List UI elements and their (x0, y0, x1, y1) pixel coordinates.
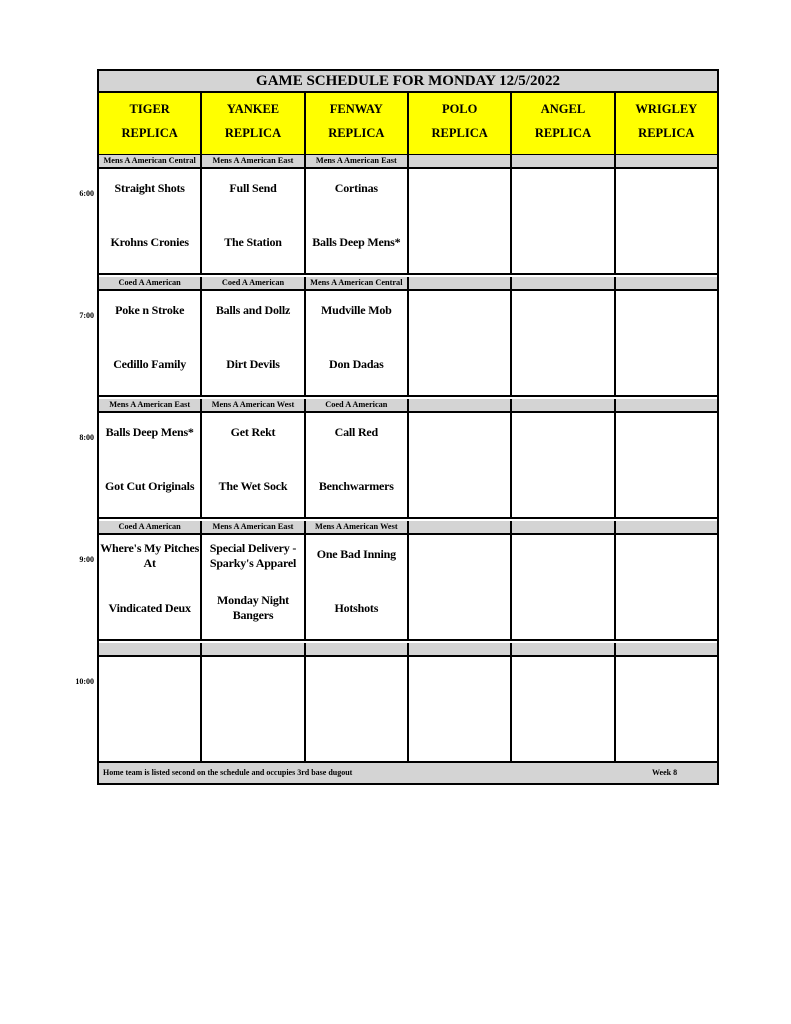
division-label-angel (512, 399, 615, 411)
away-team: Poke n Stroke (115, 303, 185, 317)
away-team: Full Send (229, 181, 277, 195)
game-cell-yankee (202, 291, 305, 395)
division-label-polo (409, 155, 512, 167)
away-team: Balls and Dollz (215, 303, 291, 317)
field-name: TIGER (129, 102, 170, 116)
division-label-wrigley (616, 643, 717, 655)
division-row (99, 643, 717, 657)
time-slot-row (99, 535, 717, 641)
away-team: Where's My Pitches At (100, 541, 200, 570)
division-label-yankee: Mens A American East (202, 521, 305, 533)
division-label-tiger (99, 643, 202, 655)
game-cell-yankee (202, 169, 305, 273)
field-header-tiger (99, 93, 202, 154)
division-row (99, 399, 717, 413)
game-cell-angel (512, 657, 615, 761)
game-cell-fenway (306, 291, 409, 395)
away-team: Special Delivery - Sparky's Apparel (209, 541, 297, 570)
game-cell-tiger (99, 413, 202, 517)
division-label-yankee: Mens A American East (202, 155, 305, 167)
time-slot-row (99, 169, 717, 275)
away-team: Straight Shots (114, 181, 185, 195)
game-cell-tiger (99, 657, 202, 761)
field-header-wrigley (616, 93, 717, 154)
away-team: Balls Deep Mens* (105, 425, 194, 439)
field-name: ANGEL (540, 102, 586, 116)
field-name: FENWAY (329, 102, 383, 116)
time-label: 9:00 (79, 555, 94, 564)
away-team: One Bad Inning (316, 547, 396, 561)
division-label-angel (512, 643, 615, 655)
division-label-yankee (202, 643, 305, 655)
field-name: YANKEE (226, 102, 280, 116)
time-label: 8:00 (79, 433, 94, 442)
division-label-fenway: Mens A American East (306, 155, 409, 167)
game-cell-angel (512, 535, 615, 639)
field-header-row (99, 93, 717, 155)
game-cell-polo (409, 657, 512, 761)
game-cell-yankee (202, 657, 305, 761)
home-team: Balls Deep Mens* (312, 235, 401, 249)
division-label-tiger: Coed A American (99, 521, 202, 533)
division-label-angel (512, 155, 615, 167)
division-label-yankee: Coed A American (202, 277, 305, 289)
home-team-note: Home team is listed second on the schedule and occupies 3rd base dugout (103, 768, 353, 777)
game-cell-angel (512, 169, 615, 273)
schedule-footer (99, 763, 717, 783)
game-cell-fenway (306, 413, 409, 517)
division-label-wrigley (616, 277, 717, 289)
home-team: Vindicated Deux (108, 601, 191, 615)
game-cell-tiger (99, 535, 202, 639)
division-label-wrigley (616, 399, 717, 411)
game-cell-angel (512, 291, 615, 395)
game-cell-polo (409, 169, 512, 273)
division-label-angel (512, 521, 615, 533)
game-cell-wrigley (616, 413, 717, 517)
away-team: Cortinas (334, 181, 378, 195)
division-label-yankee: Mens A American West (202, 399, 305, 411)
away-team: Call Red (334, 425, 379, 439)
time-label: 6:00 (79, 189, 94, 198)
game-cell-polo (409, 413, 512, 517)
division-label-polo (409, 399, 512, 411)
away-team: Mudville Mob (321, 303, 392, 317)
game-cell-wrigley (616, 535, 717, 639)
division-label-polo (409, 521, 512, 533)
game-cell-wrigley (616, 657, 717, 761)
game-cell-tiger (99, 291, 202, 395)
game-cell-wrigley (616, 169, 717, 273)
time-label: 10:00 (75, 677, 94, 686)
division-label-wrigley (616, 155, 717, 167)
game-cell-polo (409, 535, 512, 639)
division-label-fenway: Mens A American West (306, 521, 409, 533)
game-cell-angel (512, 413, 615, 517)
division-label-tiger: Coed A American (99, 277, 202, 289)
division-row (99, 521, 717, 535)
field-sub: REPLICA (121, 126, 178, 140)
game-cell-yankee (202, 413, 305, 517)
field-sub: REPLICA (534, 126, 592, 140)
game-cell-fenway (306, 535, 409, 639)
division-label-fenway: Mens A American Central (306, 277, 409, 289)
home-team: Don Dadas (329, 357, 384, 371)
time-slot-row (99, 413, 717, 519)
home-team: The Wet Sock (218, 479, 288, 493)
game-cell-yankee (202, 535, 305, 639)
time-label: 7:00 (79, 311, 94, 320)
division-row (99, 155, 717, 169)
field-sub: REPLICA (431, 126, 488, 140)
schedule-sheet (97, 69, 719, 785)
home-team: Hotshots (334, 601, 379, 615)
home-team: Benchwarmers (318, 479, 394, 493)
field-sub: REPLICA (224, 126, 282, 140)
home-team: Krohns Cronies (110, 235, 189, 249)
division-label-fenway (306, 643, 409, 655)
home-team: Cedillo Family (113, 357, 187, 371)
field-header-angel (512, 93, 615, 154)
division-label-tiger: Mens A American Central (99, 155, 202, 167)
schedule-title: GAME SCHEDULE FOR MONDAY 12/5/2022 (99, 71, 717, 93)
home-team: Got Cut Originals (105, 479, 195, 493)
division-label-fenway: Coed A American (306, 399, 409, 411)
game-cell-tiger (99, 169, 202, 273)
home-team: Dirt Devils (226, 357, 280, 371)
division-row (99, 277, 717, 291)
game-cell-polo (409, 291, 512, 395)
game-cell-fenway (306, 657, 409, 761)
game-cell-wrigley (616, 291, 717, 395)
game-cell-fenway (306, 169, 409, 273)
division-label-polo (409, 277, 512, 289)
field-header-yankee (202, 93, 305, 154)
time-slot-row (99, 657, 717, 763)
home-team: Monday Night Bangers (217, 593, 289, 622)
division-label-polo (409, 643, 512, 655)
field-header-polo (409, 93, 512, 154)
week-label: Week 8 (652, 768, 678, 777)
field-name: WRIGLEY (635, 102, 698, 116)
away-team: Get Rekt (230, 425, 276, 439)
home-team: The Station (224, 235, 282, 249)
division-label-angel (512, 277, 615, 289)
time-slot-row (99, 291, 717, 397)
field-header-fenway (306, 93, 409, 154)
field-name: POLO (441, 102, 478, 116)
division-label-wrigley (616, 521, 717, 533)
division-label-tiger: Mens A American East (99, 399, 202, 411)
field-sub: REPLICA (638, 126, 695, 140)
field-sub: REPLICA (328, 126, 385, 140)
